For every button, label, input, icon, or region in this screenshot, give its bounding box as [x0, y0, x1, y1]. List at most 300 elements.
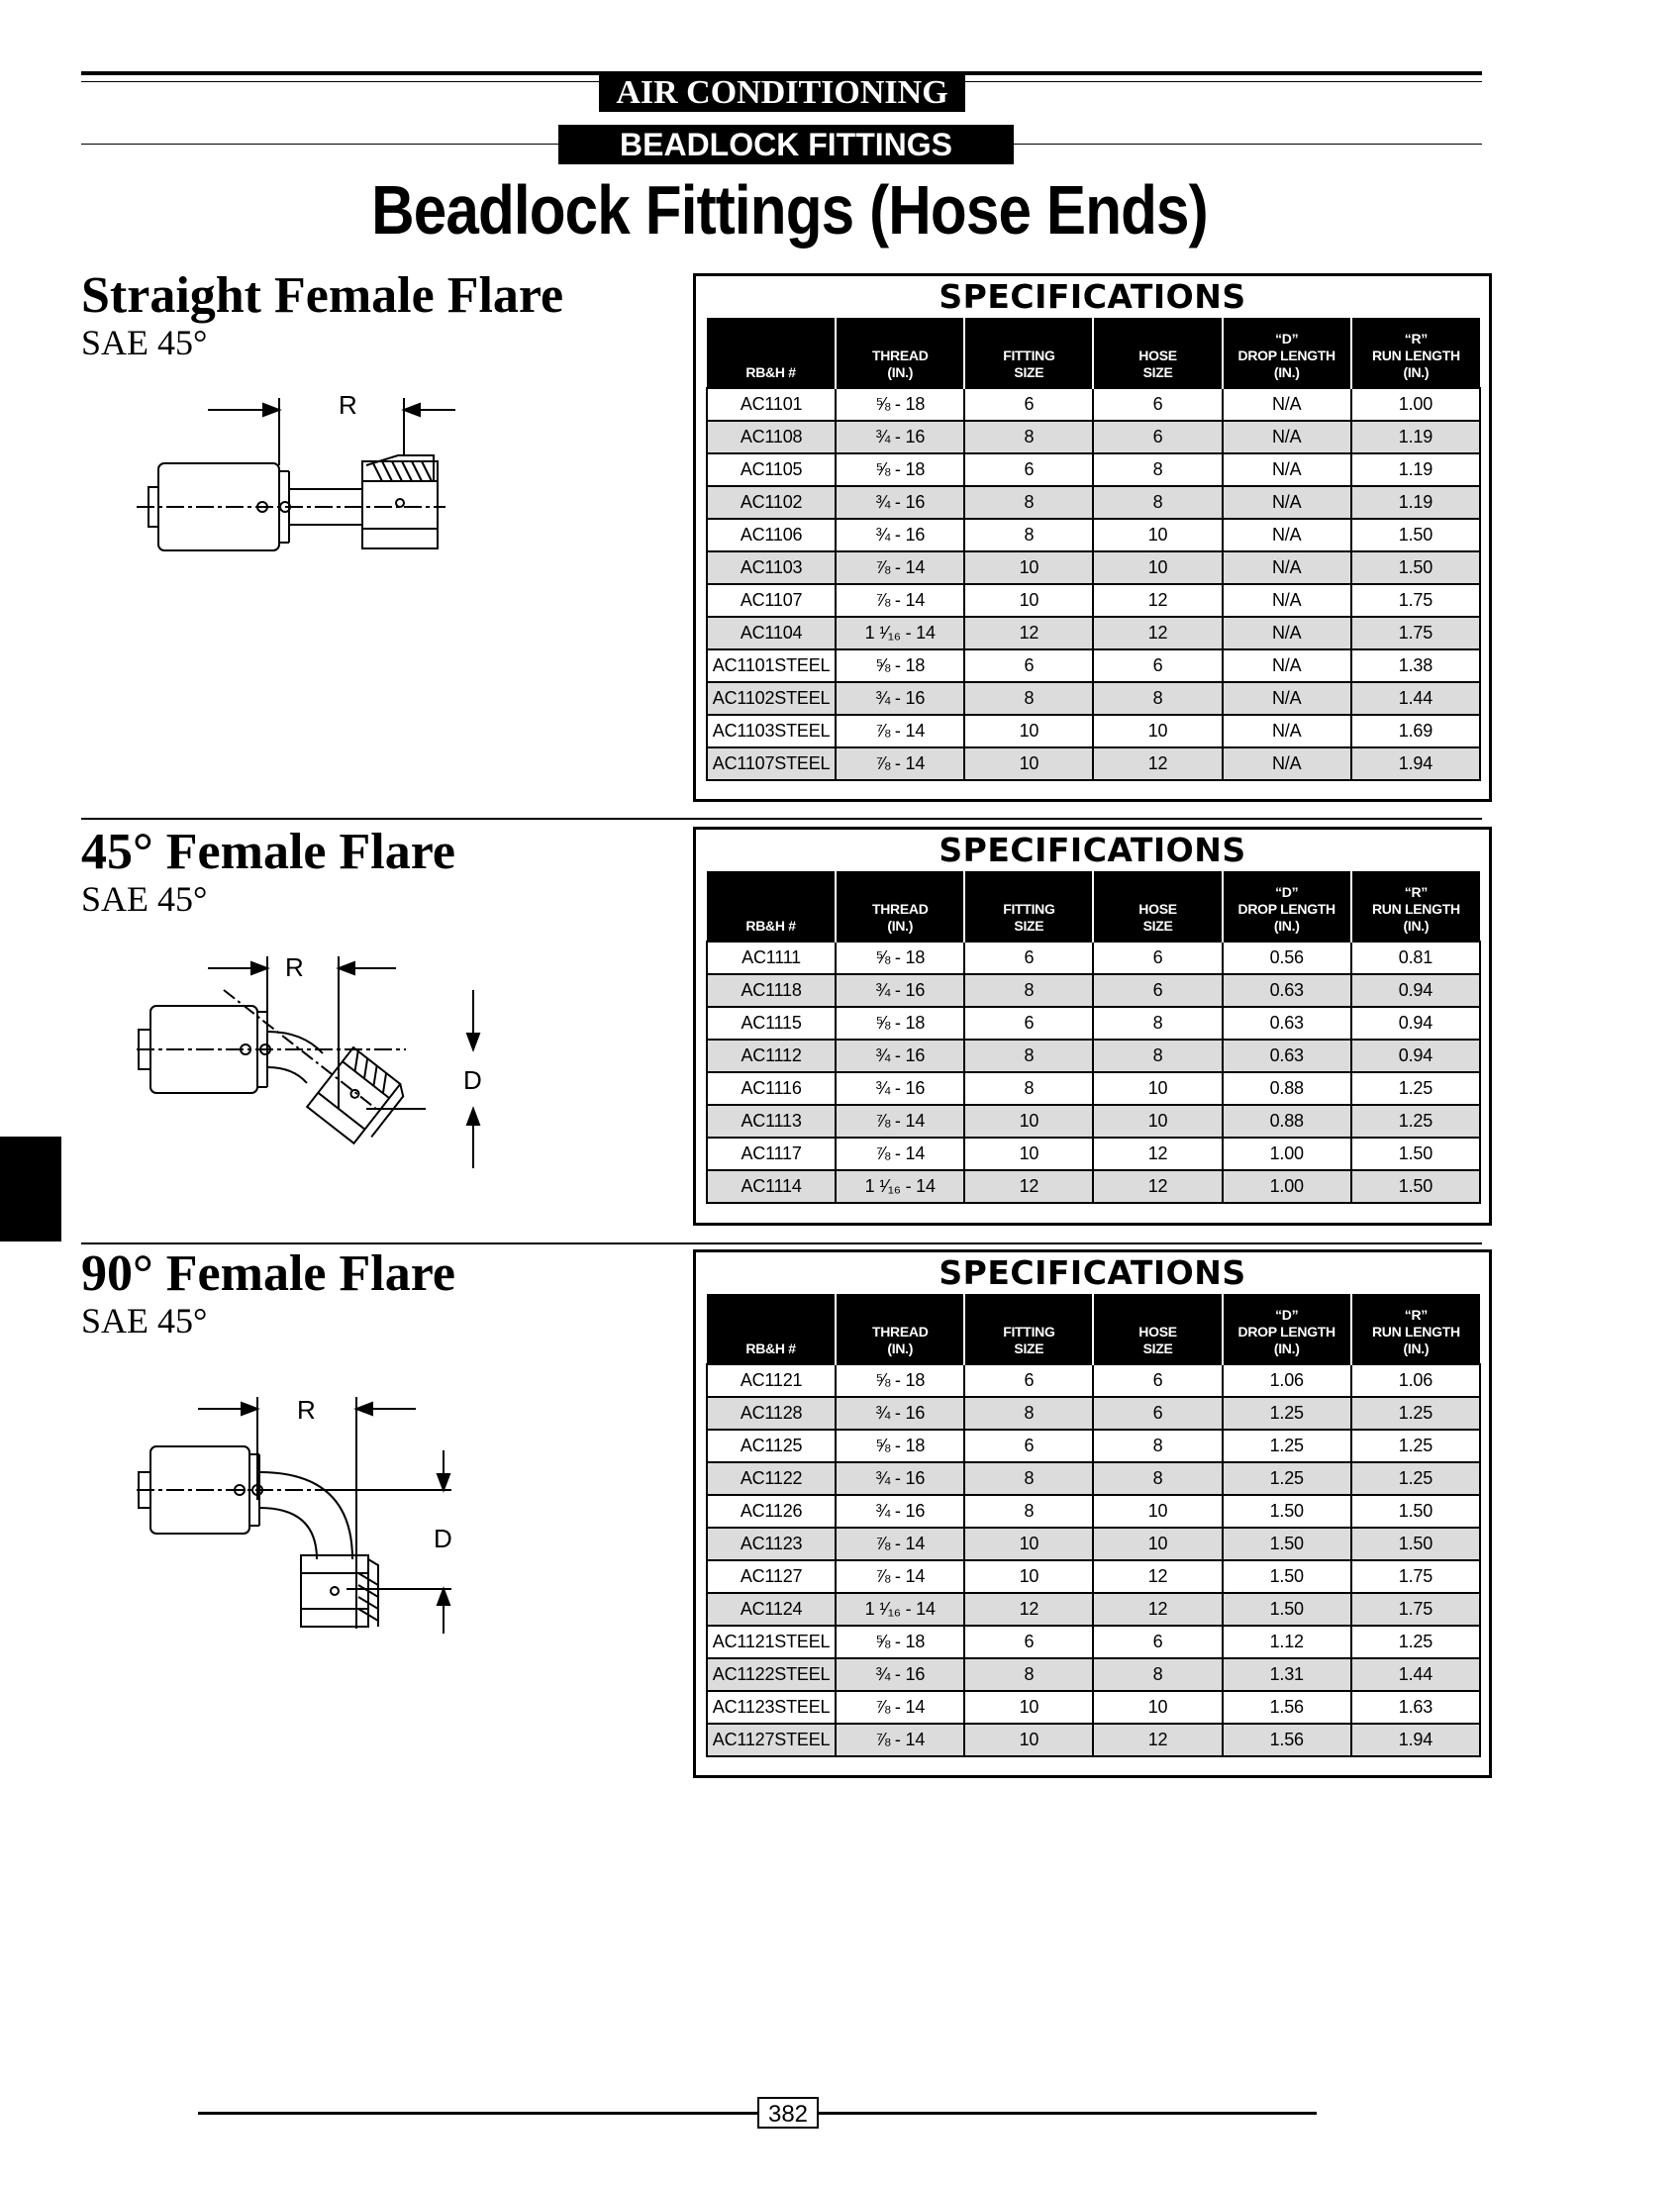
- hose-size-cell: 12: [1093, 1138, 1222, 1170]
- part-number-cell: AC1121: [707, 1364, 836, 1397]
- fitting-size-cell: 8: [964, 1658, 1093, 1691]
- part-number-cell: AC1124: [707, 1593, 836, 1626]
- table-row: [707, 1658, 1480, 1691]
- table-row: [707, 519, 1480, 551]
- fitting-size-cell: 6: [964, 1626, 1093, 1658]
- fitting-size-cell: 10: [964, 551, 1093, 584]
- fitting-size-cell: 6: [964, 1430, 1093, 1462]
- header-label: RUN LENGTH: [1372, 1324, 1460, 1340]
- run-length-cell: 1.75: [1351, 617, 1480, 649]
- header-row: [707, 1294, 1480, 1364]
- run-length-cell: 1.44: [1351, 1658, 1480, 1691]
- run-length-cell: 1.50: [1351, 1528, 1480, 1560]
- drop-length-cell: 1.56: [1223, 1691, 1351, 1724]
- hose-size-cell: 10: [1093, 519, 1222, 551]
- header-label: THREAD: [871, 1324, 929, 1340]
- drop-length-cell: 1.25: [1223, 1397, 1351, 1430]
- fitting-size-cell: 6: [964, 1364, 1093, 1397]
- fitting-size-cell: 8: [964, 974, 1093, 1007]
- table-row: [707, 453, 1480, 486]
- fitting-size-cell: 8: [964, 1495, 1093, 1528]
- fitting-size-cell: 10: [964, 1560, 1093, 1593]
- section-subtitle: SAE 45°: [81, 1301, 208, 1341]
- section-divider: [81, 1242, 1482, 1244]
- hose-size-cell: 10: [1093, 1495, 1222, 1528]
- header-label: FITTING: [1003, 1324, 1055, 1340]
- header-label: SIZE: [1142, 918, 1173, 934]
- table-row: [707, 1072, 1480, 1105]
- fitting-size-cell: 10: [964, 584, 1093, 617]
- header-label: SIZE: [1142, 1341, 1173, 1356]
- run-length-cell: 1.44: [1351, 682, 1480, 715]
- fitting-size-cell: 10: [964, 747, 1093, 780]
- hose-size-cell: 8: [1093, 453, 1222, 486]
- table-row: [707, 1495, 1480, 1528]
- table-row: [707, 1040, 1480, 1072]
- part-number-cell: AC1128: [707, 1397, 836, 1430]
- part-number-cell: AC1105: [707, 453, 836, 486]
- run-length-cell: 1.69: [1351, 715, 1480, 747]
- header-label: (IN.): [1273, 1341, 1300, 1356]
- col-run-length-header: [1351, 318, 1480, 388]
- header-label: [709, 331, 833, 348]
- thread-cell: 1 ¹⁄₁₆ - 14: [836, 1593, 964, 1626]
- dimension-r-label: R: [285, 952, 304, 982]
- run-length-cell: 1.19: [1351, 421, 1480, 453]
- hose-size-cell: 12: [1093, 1560, 1222, 1593]
- thread-cell: ¾ - 16: [836, 486, 964, 519]
- header-label: DROP LENGTH: [1237, 901, 1335, 917]
- run-length-cell: 1.25: [1351, 1105, 1480, 1138]
- run-length-cell: 1.25: [1351, 1397, 1480, 1430]
- fitting-size-cell: 8: [964, 486, 1093, 519]
- part-number-cell: AC1107: [707, 584, 836, 617]
- table-row: [707, 421, 1480, 453]
- col-part-number-header: [707, 1294, 836, 1364]
- thread-cell: ¾ - 16: [836, 1040, 964, 1072]
- drop-length-cell: 0.88: [1223, 1072, 1351, 1105]
- part-number-cell: AC1127: [707, 1560, 836, 1593]
- drop-length-cell: N/A: [1223, 649, 1351, 682]
- header-label: “R”: [1404, 884, 1428, 900]
- header-label: (IN.): [1403, 918, 1430, 934]
- hose-size-cell: 12: [1093, 747, 1222, 780]
- dimension-d-label: D: [434, 1524, 452, 1553]
- table-row: [707, 1528, 1480, 1560]
- table-row: [707, 1560, 1480, 1593]
- header-label: [709, 348, 833, 364]
- spec-title: SPECIFICATIONS: [939, 831, 1246, 869]
- header-label: (IN.): [1273, 918, 1300, 934]
- run-length-cell: 1.94: [1351, 747, 1480, 780]
- fitting-size-cell: 12: [964, 1170, 1093, 1203]
- fitting-size-cell: 8: [964, 682, 1093, 715]
- spec-box: [693, 1249, 1492, 1778]
- drop-length-cell: 1.50: [1223, 1495, 1351, 1528]
- drop-length-cell: 0.63: [1223, 1007, 1351, 1040]
- drop-length-cell: 1.50: [1223, 1593, 1351, 1626]
- table-row: [707, 486, 1480, 519]
- fitting-size-cell: 6: [964, 388, 1093, 421]
- hose-size-cell: 6: [1093, 1626, 1222, 1658]
- part-number-cell: AC1121STEEL: [707, 1626, 836, 1658]
- fitting-size-cell: 10: [964, 1138, 1093, 1170]
- thread-cell: ¾ - 16: [836, 974, 964, 1007]
- part-number-cell: AC1122STEEL: [707, 1658, 836, 1691]
- header-label: SIZE: [1014, 364, 1044, 380]
- part-number-cell: AC1101STEEL: [707, 649, 836, 682]
- part-number-cell: AC1127STEEL: [707, 1724, 836, 1756]
- hose-size-cell: 8: [1093, 1430, 1222, 1462]
- run-length-cell: 1.50: [1351, 551, 1480, 584]
- thread-cell: ¾ - 16: [836, 519, 964, 551]
- straight-female-flare-diagram: [129, 386, 485, 594]
- run-length-cell: 0.81: [1351, 942, 1480, 974]
- fitting-size-cell: 6: [964, 1007, 1093, 1040]
- thread-cell: ⅞ - 14: [836, 584, 964, 617]
- drop-length-cell: N/A: [1223, 715, 1351, 747]
- header-label: “R”: [1404, 331, 1428, 347]
- table-row: [707, 649, 1480, 682]
- header-label: FITTING: [1003, 348, 1055, 363]
- header-label: [709, 901, 833, 918]
- drop-length-cell: N/A: [1223, 453, 1351, 486]
- drop-length-cell: 1.50: [1223, 1528, 1351, 1560]
- part-number-cell: AC1108: [707, 421, 836, 453]
- drop-length-cell: 0.63: [1223, 1040, 1351, 1072]
- section-title: Straight Female Flare: [81, 267, 564, 324]
- run-length-cell: 1.50: [1351, 1495, 1480, 1528]
- table-row: [707, 584, 1480, 617]
- drop-length-cell: N/A: [1223, 551, 1351, 584]
- table-row: [707, 1007, 1480, 1040]
- part-number-cell: AC1103STEEL: [707, 715, 836, 747]
- subcategory-banner: BEADLOCK FITTINGS: [558, 125, 1014, 164]
- thread-cell: ⅝ - 18: [836, 649, 964, 682]
- run-length-cell: 1.75: [1351, 584, 1480, 617]
- table-row: [707, 1138, 1480, 1170]
- run-length-cell: 1.00: [1351, 388, 1480, 421]
- hose-size-cell: 8: [1093, 1007, 1222, 1040]
- drop-length-cell: 0.56: [1223, 942, 1351, 974]
- fitting-size-cell: 10: [964, 1724, 1093, 1756]
- col-drop-length-header: [1223, 871, 1351, 942]
- part-number-cell: AC1118: [707, 974, 836, 1007]
- dimension-r-label: R: [339, 390, 357, 420]
- header-label: (IN.): [887, 364, 914, 380]
- col-thread-header: [836, 318, 964, 388]
- header-label: [709, 1307, 833, 1324]
- header-label: [839, 331, 961, 348]
- header-label: (IN.): [1273, 364, 1300, 380]
- hose-size-cell: 6: [1093, 388, 1222, 421]
- header-label: RUN LENGTH: [1372, 901, 1460, 917]
- thread-cell: ¾ - 16: [836, 682, 964, 715]
- drop-length-cell: 1.00: [1223, 1138, 1351, 1170]
- thread-cell: ¾ - 16: [836, 1072, 964, 1105]
- drop-length-cell: 1.00: [1223, 1170, 1351, 1203]
- spec-table: [706, 318, 1481, 781]
- fitting-size-cell: 10: [964, 1528, 1093, 1560]
- header-label: “R”: [1404, 1307, 1428, 1323]
- header-label: HOSE: [1138, 348, 1177, 363]
- thread-cell: ⅞ - 14: [836, 1138, 964, 1170]
- hose-size-cell: 12: [1093, 584, 1222, 617]
- thread-cell: ⅞ - 14: [836, 1105, 964, 1138]
- drop-length-cell: 1.31: [1223, 1658, 1351, 1691]
- dimension-d-label: D: [463, 1065, 482, 1095]
- hose-size-cell: 8: [1093, 486, 1222, 519]
- col-thread-header: [836, 1294, 964, 1364]
- hose-size-cell: 12: [1093, 1593, 1222, 1626]
- table-row: [707, 1691, 1480, 1724]
- table-row: [707, 1364, 1480, 1397]
- hose-size-cell: 12: [1093, 1170, 1222, 1203]
- thread-cell: ¾ - 16: [836, 1658, 964, 1691]
- header-label: HOSE: [1138, 901, 1177, 917]
- fitting-size-cell: 6: [964, 453, 1093, 486]
- drop-length-cell: 1.06: [1223, 1364, 1351, 1397]
- drop-length-cell: 1.12: [1223, 1626, 1351, 1658]
- thread-cell: ⅞ - 14: [836, 1560, 964, 1593]
- drop-length-cell: 1.56: [1223, 1724, 1351, 1756]
- run-length-cell: 1.50: [1351, 1138, 1480, 1170]
- drop-length-cell: 1.25: [1223, 1462, 1351, 1495]
- hose-size-cell: 6: [1093, 1364, 1222, 1397]
- drop-length-cell: 0.88: [1223, 1105, 1351, 1138]
- spec-table: [706, 1294, 1481, 1757]
- part-number-cell: AC1123: [707, 1528, 836, 1560]
- col-run-length-header: [1351, 1294, 1480, 1364]
- thread-cell: ⅞ - 14: [836, 715, 964, 747]
- col-thread-header: [836, 871, 964, 942]
- thread-cell: ⅝ - 18: [836, 1007, 964, 1040]
- header-label: RB&H #: [745, 364, 796, 380]
- header-label: [1096, 884, 1219, 901]
- thread-cell: ⅝ - 18: [836, 388, 964, 421]
- spec-title: SPECIFICATIONS: [939, 1253, 1246, 1292]
- fitting-size-cell: 12: [964, 1593, 1093, 1626]
- table-row: [707, 1430, 1480, 1462]
- part-number-cell: AC1115: [707, 1007, 836, 1040]
- col-part-number-header: [707, 871, 836, 942]
- drop-length-cell: 1.25: [1223, 1430, 1351, 1462]
- header-label: [839, 1307, 961, 1324]
- header-row: [707, 871, 1480, 942]
- section-subtitle: SAE 45°: [81, 879, 208, 919]
- hose-size-cell: 6: [1093, 1397, 1222, 1430]
- run-length-cell: 1.50: [1351, 519, 1480, 551]
- part-number-cell: AC1107STEEL: [707, 747, 836, 780]
- part-number-cell: AC1104: [707, 617, 836, 649]
- table-row: [707, 747, 1480, 780]
- hose-size-cell: 10: [1093, 1691, 1222, 1724]
- fitting-size-cell: 8: [964, 1072, 1093, 1105]
- part-number-cell: AC1112: [707, 1040, 836, 1072]
- drop-length-cell: N/A: [1223, 584, 1351, 617]
- thread-cell: ¾ - 16: [836, 1462, 964, 1495]
- table-row: [707, 1724, 1480, 1756]
- hose-size-cell: 6: [1093, 974, 1222, 1007]
- header-label: [967, 1307, 1090, 1324]
- spec-box: [693, 827, 1492, 1226]
- header-label: [709, 1324, 833, 1341]
- 45-female-flare-diagram: [129, 950, 505, 1178]
- header-label: FITTING: [1003, 901, 1055, 917]
- drop-length-cell: N/A: [1223, 421, 1351, 453]
- drop-length-cell: N/A: [1223, 682, 1351, 715]
- page-number: 382: [757, 2097, 819, 2129]
- header-label: SIZE: [1014, 1341, 1044, 1356]
- run-length-cell: 1.25: [1351, 1430, 1480, 1462]
- part-number-cell: AC1122: [707, 1462, 836, 1495]
- thread-cell: ⅝ - 18: [836, 1364, 964, 1397]
- col-fitting-size-header: [964, 871, 1093, 942]
- thread-cell: ⅞ - 14: [836, 1528, 964, 1560]
- spec-title: SPECIFICATIONS: [939, 277, 1246, 316]
- category-banner: AIR CONDITIONING: [599, 74, 965, 112]
- thread-cell: ⅝ - 18: [836, 942, 964, 974]
- section-divider: [81, 818, 1482, 820]
- col-drop-length-header: [1223, 1294, 1351, 1364]
- col-drop-length-header: [1223, 318, 1351, 388]
- header-label: “D”: [1275, 331, 1299, 347]
- hose-size-cell: 6: [1093, 942, 1222, 974]
- run-length-cell: 1.94: [1351, 1724, 1480, 1756]
- col-fitting-size-header: [964, 318, 1093, 388]
- header-label: (IN.): [1403, 364, 1430, 380]
- hose-size-cell: 10: [1093, 715, 1222, 747]
- fitting-size-cell: 12: [964, 617, 1093, 649]
- col-fitting-size-header: [964, 1294, 1093, 1364]
- table-row: [707, 974, 1480, 1007]
- thread-cell: ⅞ - 14: [836, 1724, 964, 1756]
- part-number-cell: AC1113: [707, 1105, 836, 1138]
- thread-cell: ¾ - 16: [836, 1495, 964, 1528]
- header-label: RUN LENGTH: [1372, 348, 1460, 363]
- thread-cell: ⅝ - 18: [836, 1430, 964, 1462]
- thread-cell: 1 ¹⁄₁₆ - 14: [836, 617, 964, 649]
- table-row: [707, 1462, 1480, 1495]
- header-label: [967, 331, 1090, 348]
- part-number-cell: AC1114: [707, 1170, 836, 1203]
- run-length-cell: 1.25: [1351, 1462, 1480, 1495]
- run-length-cell: 0.94: [1351, 1007, 1480, 1040]
- thread-cell: ¾ - 16: [836, 1397, 964, 1430]
- thread-cell: ⅞ - 14: [836, 1691, 964, 1724]
- thread-cell: ⅝ - 18: [836, 453, 964, 486]
- chapter-tab: [0, 1137, 61, 1241]
- header-label: SIZE: [1142, 364, 1173, 380]
- thread-cell: ⅞ - 14: [836, 747, 964, 780]
- hose-size-cell: 8: [1093, 1040, 1222, 1072]
- table-row: [707, 1170, 1480, 1203]
- col-hose-size-header: [1093, 318, 1222, 388]
- header-label: SIZE: [1014, 918, 1044, 934]
- fitting-size-cell: 8: [964, 1462, 1093, 1495]
- drop-length-cell: 1.50: [1223, 1560, 1351, 1593]
- drop-length-cell: N/A: [1223, 617, 1351, 649]
- thread-cell: ⅞ - 14: [836, 551, 964, 584]
- part-number-cell: AC1117: [707, 1138, 836, 1170]
- run-length-cell: 1.38: [1351, 649, 1480, 682]
- drop-length-cell: N/A: [1223, 486, 1351, 519]
- drop-length-cell: N/A: [1223, 747, 1351, 780]
- 90-female-flare-diagram: [129, 1391, 485, 1648]
- table-row: [707, 1105, 1480, 1138]
- col-hose-size-header: [1093, 1294, 1222, 1364]
- header-label: [1096, 1307, 1219, 1324]
- table-row: [707, 551, 1480, 584]
- dimension-r-label: R: [297, 1395, 316, 1425]
- fitting-size-cell: 6: [964, 942, 1093, 974]
- fitting-size-cell: 8: [964, 1040, 1093, 1072]
- part-number-cell: AC1111: [707, 942, 836, 974]
- header-label: “D”: [1275, 1307, 1299, 1323]
- run-length-cell: 1.25: [1351, 1626, 1480, 1658]
- hose-size-cell: 12: [1093, 617, 1222, 649]
- part-number-cell: AC1123STEEL: [707, 1691, 836, 1724]
- table-row: [707, 617, 1480, 649]
- fitting-size-cell: 10: [964, 1691, 1093, 1724]
- part-number-cell: AC1125: [707, 1430, 836, 1462]
- hose-size-cell: 10: [1093, 551, 1222, 584]
- drop-length-cell: N/A: [1223, 388, 1351, 421]
- hose-size-cell: 8: [1093, 682, 1222, 715]
- part-number-cell: AC1102: [707, 486, 836, 519]
- run-length-cell: 1.25: [1351, 1072, 1480, 1105]
- table-row: [707, 942, 1480, 974]
- run-length-cell: 0.94: [1351, 1040, 1480, 1072]
- header-label: (IN.): [887, 918, 914, 934]
- spec-table: [706, 871, 1481, 1204]
- col-run-length-header: [1351, 871, 1480, 942]
- part-number-cell: AC1106: [707, 519, 836, 551]
- col-hose-size-header: [1093, 871, 1222, 942]
- fitting-size-cell: 8: [964, 519, 1093, 551]
- header-label: THREAD: [871, 348, 929, 363]
- hose-size-cell: 6: [1093, 421, 1222, 453]
- table-row: [707, 1626, 1480, 1658]
- hose-size-cell: 12: [1093, 1724, 1222, 1756]
- thread-cell: 1 ¹⁄₁₆ - 14: [836, 1170, 964, 1203]
- spec-box: [693, 273, 1492, 802]
- header-label: [839, 884, 961, 901]
- header-label: (IN.): [887, 1341, 914, 1356]
- thread-cell: ¾ - 16: [836, 421, 964, 453]
- part-number-cell: AC1126: [707, 1495, 836, 1528]
- run-length-cell: 1.75: [1351, 1593, 1480, 1626]
- header-row: [707, 318, 1480, 388]
- table-row: [707, 1397, 1480, 1430]
- run-length-cell: 1.63: [1351, 1691, 1480, 1724]
- hose-size-cell: 8: [1093, 1462, 1222, 1495]
- fitting-size-cell: 8: [964, 1397, 1093, 1430]
- thread-cell: ⅝ - 18: [836, 1626, 964, 1658]
- run-length-cell: 0.94: [1351, 974, 1480, 1007]
- hose-size-cell: 10: [1093, 1105, 1222, 1138]
- header-label: DROP LENGTH: [1237, 348, 1335, 363]
- header-label: THREAD: [871, 901, 929, 917]
- header-label: [1096, 331, 1219, 348]
- run-length-cell: 1.06: [1351, 1364, 1480, 1397]
- run-length-cell: 1.75: [1351, 1560, 1480, 1593]
- fitting-size-cell: 6: [964, 649, 1093, 682]
- part-number-cell: AC1116: [707, 1072, 836, 1105]
- drop-length-cell: N/A: [1223, 519, 1351, 551]
- part-number-cell: AC1102STEEL: [707, 682, 836, 715]
- table-row: [707, 715, 1480, 747]
